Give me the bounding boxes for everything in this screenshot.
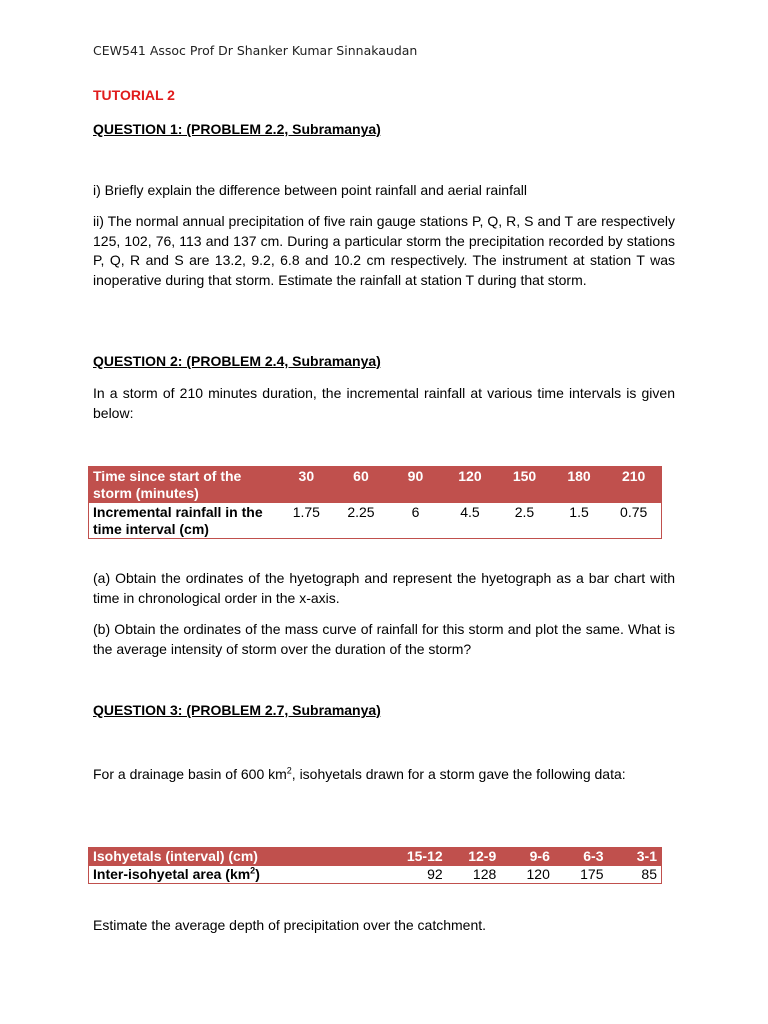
table-cell: 9-6 bbox=[500, 848, 554, 866]
table-cell: 6 bbox=[388, 503, 442, 539]
table-cell: 120 bbox=[443, 467, 498, 503]
table-cell: 92 bbox=[393, 866, 447, 884]
table-cell: 1.5 bbox=[552, 503, 607, 539]
table-row bbox=[89, 467, 662, 503]
table-row-label: Incremental rainfall in the time interval (cm) bbox=[89, 503, 280, 539]
table-cell: 90 bbox=[388, 467, 442, 503]
table-row bbox=[89, 848, 662, 866]
table-row-label: Isohyetals (interval) (cm) bbox=[89, 848, 394, 866]
table-cell: 6-3 bbox=[554, 848, 608, 866]
table-cell: 2.25 bbox=[334, 503, 389, 539]
table-row-label: Time since start of the storm (minutes) bbox=[89, 467, 280, 503]
table-cell: 4.5 bbox=[443, 503, 498, 539]
table-row bbox=[89, 503, 662, 539]
page-header: CEW541 Assoc Prof Dr Shanker Kumar Sinnakaudan bbox=[93, 43, 418, 58]
question-2-intro: In a storm of 210 minutes duration, the incremental rainfall at various time intervals is given below: bbox=[93, 385, 675, 421]
table-cell: 210 bbox=[606, 467, 661, 503]
table-cell: 30 bbox=[279, 467, 334, 503]
table-cell: 60 bbox=[334, 467, 389, 503]
question-1-title: QUESTION 1: (PROBLEM 2.2, Subramanya) bbox=[93, 121, 381, 137]
tutorial-title: TUTORIAL 2 bbox=[93, 87, 175, 103]
table-cell: 150 bbox=[497, 467, 552, 503]
table-cell: 175 bbox=[554, 866, 608, 884]
table-cell: 1.75 bbox=[279, 503, 334, 539]
table-cell: 3-1 bbox=[607, 848, 661, 866]
table-row-label: Inter-isohyetal area $(km^2)$ bbox=[89, 866, 394, 884]
question-1-part-i: i) Briefly explain the difference between point rainfall and aerial rainfall bbox=[93, 182, 527, 198]
table-cell: 12-9 bbox=[447, 848, 501, 866]
question-2-part-b: (b) Obtain the ordinates of the mass curve of rainfall for this storm and plot the same. What is the average intensity of storm over the duration of the storm? bbox=[93, 621, 675, 657]
table-cell: 2.5 bbox=[497, 503, 552, 539]
table-cell: 180 bbox=[552, 467, 607, 503]
table-cell: 15-12 bbox=[393, 848, 447, 866]
question-3-intro: For a drainage basin of 600 $km^2$, isohyetals drawn for a storm gave the following data: bbox=[93, 765, 626, 782]
table-row bbox=[89, 866, 662, 884]
question-2-title: QUESTION 2: (PROBLEM 2.4, Subramanya) bbox=[93, 353, 381, 369]
table-cell: 120 bbox=[500, 866, 554, 884]
isohyetal-table bbox=[88, 847, 662, 884]
question-1-part-ii: ii) The normal annual precipitation of five rain gauge stations P, Q, R, S and T are respectively 125, 102, 76, 113 and 137 cm. During a particular storm the precipitation recorded by stations P, Q, R and S are 13.2, 9.2, 6.8 and 10.2 cm respectively. The instrument at station T was inoperative during that storm. Estimate the rainfall at station T during that storm. bbox=[93, 213, 675, 288]
table-cell: 128 bbox=[447, 866, 501, 884]
question-3-final: Estimate the average depth of precipitation over the catchment. bbox=[93, 917, 487, 933]
table-cell: 85 bbox=[607, 866, 661, 884]
table-cell: 0.75 bbox=[606, 503, 661, 539]
question-2-part-a: (a) Obtain the ordinates of the hyetograph and represent the hyetograph as a bar chart with time in chronological order in the x-axis. bbox=[93, 570, 675, 606]
rainfall-table bbox=[88, 466, 662, 539]
question-3-title: QUESTION 3: (PROBLEM 2.7, Subramanya) bbox=[93, 702, 381, 718]
